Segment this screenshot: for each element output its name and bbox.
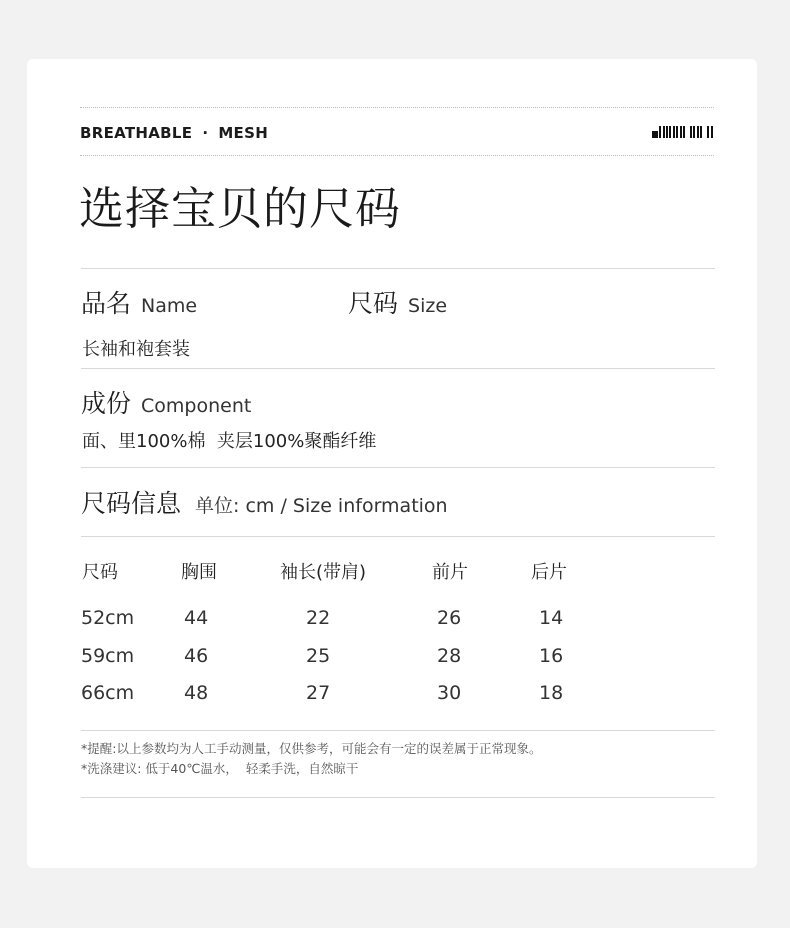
table-cell: 14: [539, 607, 564, 629]
brand-tagline: [80, 124, 268, 142]
table-cell: 46: [184, 645, 209, 667]
top-dotted-divider: [80, 107, 714, 108]
size-info-label: [81, 491, 448, 516]
name-label-zh: 品名: [81, 289, 132, 318]
table-header: 袖长(带肩): [280, 562, 367, 583]
name-value: 长袖和袍套装: [82, 339, 190, 360]
component-label-en: Component: [141, 395, 252, 417]
component-value: 面、里100%棉 夹层100%聚酯纤维: [82, 431, 377, 452]
header-dotted-divider: [80, 155, 714, 156]
table-cell: 16: [539, 645, 564, 667]
table-cell: 25: [306, 645, 331, 667]
component-label-zh: 成份: [81, 389, 132, 418]
name-label-en: Name: [141, 295, 198, 317]
table-cell: 48: [184, 682, 209, 704]
divider: [81, 467, 715, 468]
table-header: 前片: [432, 562, 468, 583]
divider: [81, 268, 715, 269]
table-cell: 66cm: [81, 682, 135, 704]
table-cell: 44: [184, 607, 209, 629]
size-info-label-zh: 尺码信息: [81, 489, 182, 518]
size-label-zh: 尺码: [348, 289, 399, 318]
table-header: 后片: [531, 562, 567, 583]
divider: [81, 368, 715, 369]
brand-left: BREATHABLE: [80, 124, 193, 142]
table-cell: 59cm: [81, 645, 135, 667]
barcode-icon: [652, 126, 714, 138]
divider: [81, 730, 715, 731]
table-cell: 28: [437, 645, 462, 667]
table-cell: 22: [306, 607, 331, 629]
table-header: 胸围: [181, 562, 217, 583]
divider: [81, 797, 715, 798]
brand-right: MESH: [218, 124, 269, 142]
table-cell: 27: [306, 682, 331, 704]
component-label: [81, 391, 251, 416]
table-cell: 30: [437, 682, 462, 704]
size-label-en: Size: [408, 295, 448, 317]
washing-note: *洗涤建议: 低于40℃温水， 轻柔手洗，自然晾干: [81, 761, 359, 776]
table-cell: 18: [539, 682, 564, 704]
size-info-label-en: 单位: cm / Size information: [195, 495, 448, 517]
page-title: 选择宝贝的尺码: [79, 182, 402, 235]
name-label: [81, 291, 197, 316]
measurement-note: *提醒:以上参数均为人工手动测量，仅供参考，可能会有一定的误差属于正常现象。: [81, 741, 542, 756]
table-header: 尺码: [82, 562, 118, 583]
table-cell: 52cm: [81, 607, 135, 629]
size-label: [348, 291, 447, 316]
brand-separator: ·: [202, 124, 209, 142]
divider: [81, 536, 715, 537]
table-cell: 26: [437, 607, 462, 629]
